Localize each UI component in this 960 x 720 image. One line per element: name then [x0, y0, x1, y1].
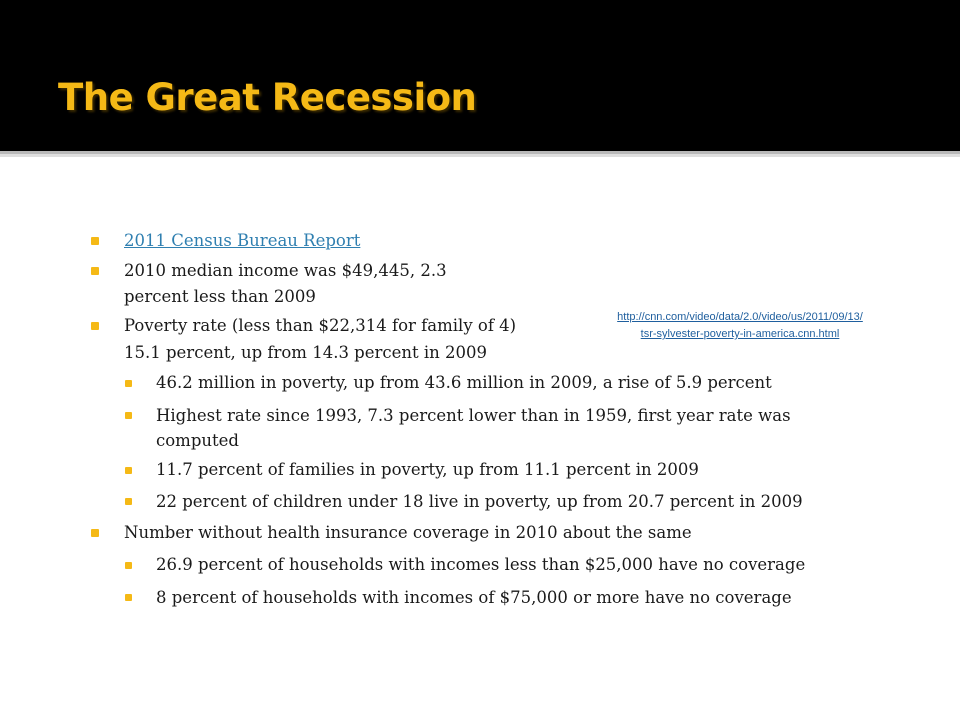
bullet-square-icon: [91, 529, 99, 537]
bullet-square-icon: [125, 594, 132, 601]
bullet-text-line: 8 percent of households with incomes of $75,000 or more have no coverage: [156, 588, 792, 607]
bullet-text-line: 15.1 percent, up from 14.3 percent in 2009: [124, 343, 488, 362]
bullet-text-line: computed: [156, 431, 239, 450]
bullet-text-line: 22 percent of children under 18 live in poverty, up from 20.7 percent in 2009: [156, 492, 803, 511]
bullet-text-line: 2010 median income was $49,445, 2.3: [124, 261, 447, 280]
bullet-text-line: 46.2 million in poverty, up from 43.6 million in 2009, a rise of 5.9 percent: [156, 373, 772, 392]
bullet-square-icon: [125, 412, 132, 419]
bullet-square-icon: [125, 380, 132, 387]
bullet-square-icon: [125, 467, 132, 474]
bullet-text-line: Poverty rate (less than $22,314 for family of 4): [124, 316, 517, 335]
bullet-text-line: Number without health insurance coverage in 2010 about the same: [124, 523, 692, 542]
bullet-text-line: 26.9 percent of households with incomes less than $25,000 have no coverage: [156, 555, 806, 574]
cnn-link-line[interactable]: http://cnn.com/video/data/2.0/video/us/2011/09/13/: [617, 311, 863, 323]
bullet-square-icon: [125, 498, 132, 505]
cnn-link-line[interactable]: tsr-sylvester-poverty-in-america.cnn.html: [640, 328, 840, 340]
bullet-square-icon: [91, 267, 99, 275]
bullet-square-icon: [91, 322, 99, 330]
bullet-text-line: Highest rate since 1993, 7.3 percent lower than in 1959, first year rate was: [156, 406, 791, 425]
census-report-link[interactable]: 2011 Census Bureau Report: [124, 231, 361, 250]
cnn-video-link[interactable]: [560, 309, 920, 343]
bullet-square-icon: [125, 562, 132, 569]
bullet-square-icon: [91, 237, 99, 245]
bullet-text-line: 11.7 percent of families in poverty, up from 11.1 percent in 2009: [156, 460, 699, 479]
slide-title: The Great Recession: [58, 76, 477, 119]
bullet-text-line: percent less than 2009: [124, 287, 316, 306]
